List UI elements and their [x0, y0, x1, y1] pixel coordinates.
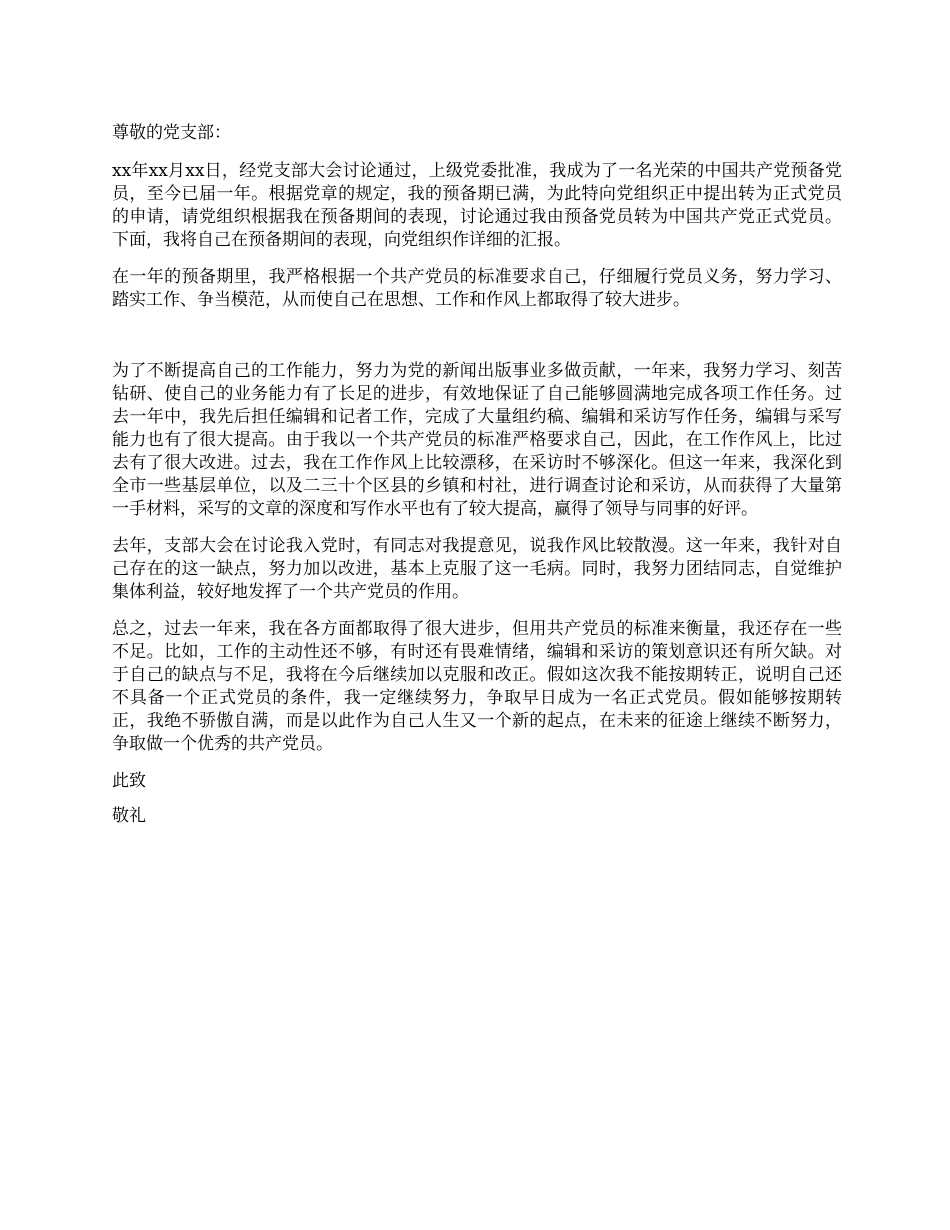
paragraph-conclusion: 总之，过去一年来，我在各方面都取得了很大进步，但用共产党员的标准来衡量，我还存在一些不足。比如，工作的主动性还不够，有时还有畏难情绪，编辑和采访的策划意识还有所欠缺。对于自己的缺点与不足，我将在今后继续加以克服和改正。假如这次我不能按期转正，说明自己还不具备一个正式党员的条件，我一定继续努力，争取早日成为一名正式党员。假如能够按期转正，我绝不骄傲自满，而是以此作为自己人生又一个新的起点，在未来的征途上继续不断努力，争取做一个优秀的共产党员。	[112, 619, 842, 754]
paragraph-work-style: 去年，支部大会在讨论我入党时，有同志对我提意见，说我作风比较散漫。这一年来，我针对自己存在的这一缺点，努力加以改进，基本上克服了这一毛病。同时，我努力团结同志，自觉维护集体利益，较好地发挥了一个共产党员的作用。	[112, 536, 842, 602]
letter-document	[112, 122, 842, 840]
paragraph-application-intro: xx年xx月xx日，经党支部大会讨论通过，上级党委批准，我成为了一名光荣的中国共产党预备党员，至今已届一年。根据党章的规定，我的预备期已满，为此特向党组织正中提出转为正式党员的申请，请党组织根据我在预备期间的表现，讨论通过我由预备党员转为中国共产党正式党员。下面，我将自己在预备期间的表现，向党组织作详细的汇报。	[112, 161, 842, 250]
salutation: 尊敬的党支部：	[112, 123, 231, 143]
paragraph-spacer	[112, 326, 842, 360]
closing-line-2: 敬礼	[112, 806, 146, 826]
paragraph-work-ability: 为了不断提高自己的工作能力，努力为党的新闻出版事业多做贡献，一年来，我努力学习、刻苦钻研、使自己的业务能力有了长足的进步，有效地保证了自己能够圆满地完成各项工作任务。过去一年中，我先后担任编辑和记者工作，完成了大量组约稿、编辑和采访写作任务，编辑与采写能力也有了很大提高。由于我以一个共产党员的标准严格要求自己，因此，在工作作风上，比过去有了很大改进。过去，我在工作作风上比较漂移，在采访时不够深化。但这一年来，我深化到全市一些基层单位，以及二三十个区县的乡镇和村社，进行调查讨论和采访，从而获得了大量第一手材料，采写的文章的深度和写作水平也有了较大提高，赢得了领导与同事的好评。	[112, 361, 842, 519]
closing-line-1: 此致	[112, 771, 146, 791]
paragraph-probation-summary: 在一年的预备期里，我严格根据一个共产党员的标准要求自己，仔细履行党员义务，努力学习、踏实工作、争当模范，从而使自己在思想、工作和作风上都取得了较大进步。	[112, 267, 842, 310]
